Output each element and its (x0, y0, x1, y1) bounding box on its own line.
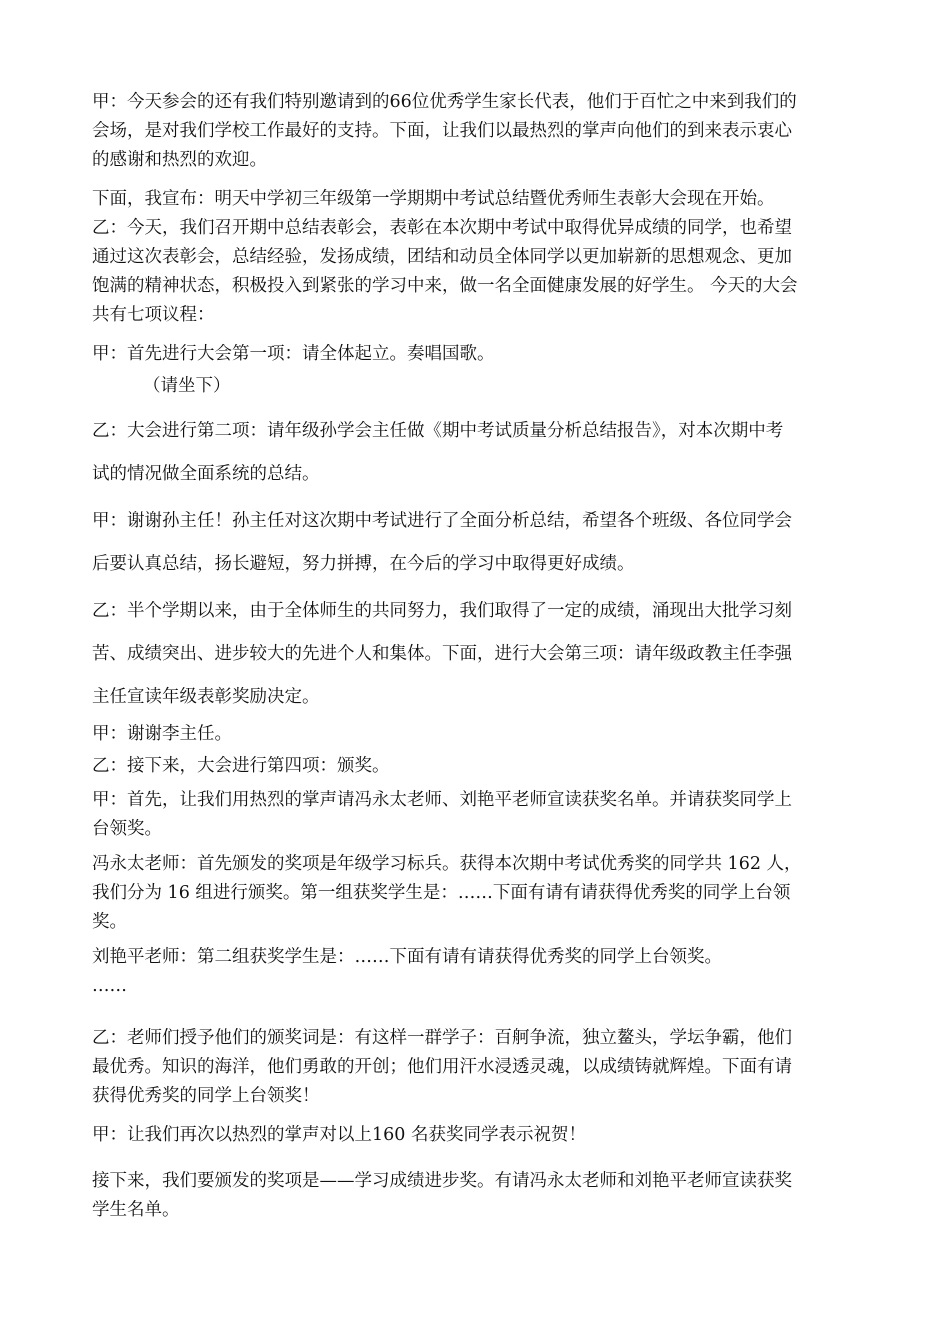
text-line: 会场，是对我们学校工作最好的支持。下面，让我们以最热烈的掌声向他们的到来表示衷心 (92, 121, 792, 141)
paragraph-award-list-invitation (92, 786, 882, 844)
text-line: 甲：首先，让我们用热烈的掌声请冯永太老师、刘艳平老师宣读获奖名单。并请获奖同学上 (92, 790, 792, 810)
paragraph-agenda-item-four (92, 752, 882, 781)
paragraph-agenda-item-one (92, 340, 882, 369)
paragraph-agenda-item-two (92, 410, 882, 496)
text-line: 获得优秀奖的同学上台领奖！ (92, 1086, 320, 1106)
text-line: 乙：半个学期以来，由于全体师生的共同努力，我们取得了一定的成绩，涌现出大批学习刻 (92, 601, 792, 621)
text-line: 主任宣读年级表彰奖励决定。 (92, 687, 320, 707)
text-line: 的感谢和热烈的欢迎。 (92, 150, 267, 170)
text-line: 乙：今天，我们召开期中总结表彰会，表彰在本次期中考试中取得优异成绩的同学，也希望 (92, 218, 792, 238)
text-line: 通过这次表彰会，总结经验，发扬成绩，团结和动员全体同学以更加崭新的思想观念、更加 (92, 247, 792, 267)
text-line: 奖。 (92, 912, 127, 932)
text-line: 甲：首先进行大会第一项：请全体起立。奏唱国歌。 (92, 344, 495, 364)
text-line: （请坐下） (143, 376, 231, 396)
text-line: 下面，我宣布：明天中学初三年级第一学期期中考试总结暨优秀师生表彰大会现在开始。 (92, 189, 775, 209)
paragraph-congratulations (92, 1121, 882, 1150)
text-line: …… (92, 976, 127, 996)
text-line: 甲：今天参会的还有我们特别邀请到的66位优秀学生家长代表，他们于百忙之中来到我们的 (92, 92, 797, 112)
text-line: 我们分为 16 组进行颁奖。第一组获奖学生是：……下面有请有请获得优秀奖的同学上台领 (92, 883, 791, 903)
text-line: 乙：老师们授予他们的颁奖词是：有这样一群学子：百舸争流，独立鳌头，学坛争霸，他们 (92, 1028, 792, 1048)
text-line: 后要认真总结，扬长避短，努力拼搏，在今后的学习中取得更好成绩。 (92, 554, 635, 574)
text-line: 苦、成绩突出、进步较大的先进个人和集体。下面，进行大会第三项：请年级政教主任李强 (92, 644, 792, 664)
text-line: 台领奖。 (92, 819, 162, 839)
text-line: 乙：大会进行第二项：请年级孙学会主任做《期中考试质量分析总结报告》，对本次期中考 (92, 421, 784, 441)
paragraph-teacher-feng (92, 850, 882, 937)
text-line: 饱满的精神状态，积极投入到紧张的学习中来，做一名全面健康发展的好学生。 今天的大会 (92, 276, 798, 296)
text-line: 冯永太老师：首先颁发的奖项是年级学习标兵。获得本次期中考试优秀奖的同学共 162 人， (92, 854, 802, 874)
paragraph-thanks-director-sun (92, 500, 882, 586)
paragraph-progress-award (92, 1167, 882, 1225)
paragraph-parent-representatives (92, 88, 882, 175)
text-line: 最优秀。知识的海洋，他们勇敢的开创；他们用汗水浸透灵魂，以成绩铸就辉煌。下面有请 (92, 1057, 792, 1077)
paragraph-teacher-liu (92, 943, 882, 972)
text-line: 接下来，我们要颁发的奖项是——学习成绩进步奖。有请冯永太老师和刘艳平老师宣读获奖 (92, 1171, 792, 1191)
paragraph-ellipsis (92, 972, 882, 1001)
text-line: 甲：让我们再次以热烈的掌声对以上160 名获奖同学表示祝贺！ (92, 1125, 586, 1145)
paragraph-thanks-director-li (92, 720, 882, 749)
text-line: 乙：接下来，大会进行第四项：颁奖。 (92, 756, 390, 776)
paragraph-agenda-item-three (92, 590, 882, 719)
paragraph-opening-announcement (92, 185, 882, 214)
paragraph-please-sit (143, 372, 933, 401)
paragraph-meeting-purpose (92, 214, 882, 330)
text-line: 共有七项议程： (92, 305, 215, 325)
text-line: 甲：谢谢孙主任！孙主任对这次期中考试进行了全面分析总结，希望各个班级、各位同学会 (92, 511, 792, 531)
text-line: 试的情况做全面系统的总结。 (92, 464, 320, 484)
paragraph-award-speech (92, 1024, 882, 1111)
text-line: 学生名单。 (92, 1200, 180, 1220)
text-line: 甲：谢谢李主任。 (92, 724, 232, 744)
text-line: 刘艳平老师：第二组获奖学生是：……下面有请有请获得优秀奖的同学上台领奖。 (92, 947, 722, 967)
